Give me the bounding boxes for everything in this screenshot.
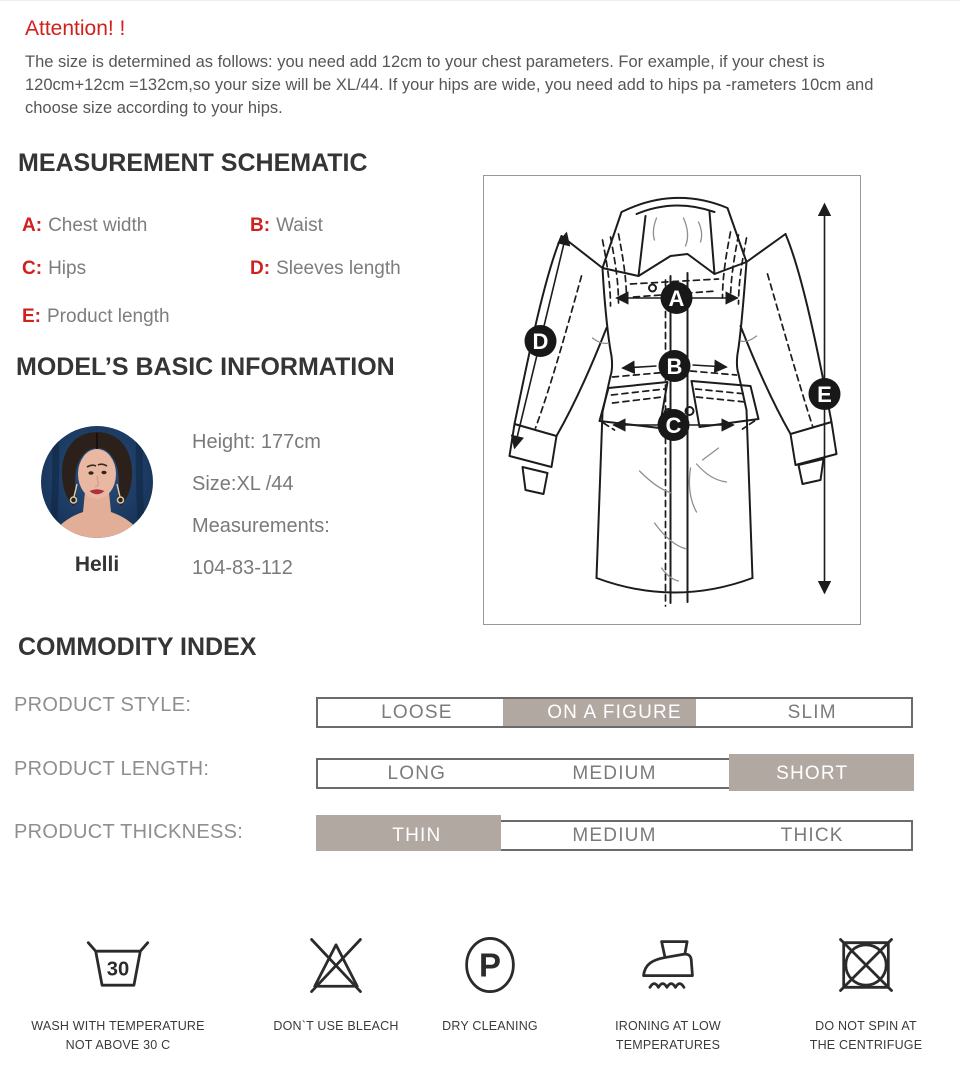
care-item-no-spin (756, 929, 960, 1056)
option-long: LONG (387, 762, 447, 784)
model-size: Size:XL /44 (192, 473, 294, 495)
attention-title: Attention! ! (25, 17, 126, 40)
option-on-a-figure: ON A FIGURE (547, 701, 682, 723)
care-item-wash (8, 929, 228, 1056)
product-style-scale (316, 697, 913, 728)
model-height: Height: 177cm (192, 431, 321, 453)
model-info-list (192, 431, 330, 599)
legend-text-c: Hips (48, 258, 87, 279)
model-avatar (41, 426, 153, 538)
commodity-index-heading: COMMODITY INDEX (18, 633, 257, 661)
product-style-label: PRODUCT STYLE: (14, 694, 192, 716)
marker-badge-d (525, 325, 557, 357)
svg-text:30: 30 (106, 958, 130, 981)
product-thickness-label: PRODUCT THICKNESS: (14, 821, 244, 843)
legend-waist (250, 215, 323, 237)
svg-text:P: P (479, 946, 501, 984)
legend-text-d: Sleeves length (276, 258, 401, 279)
legend-key-e: E: (22, 306, 41, 327)
measurement-schematic-heading: MEASUREMENT SCHEMATIC (18, 149, 368, 177)
legend-sleeves-length (250, 258, 401, 280)
coat-schematic-svg (484, 176, 860, 624)
coat-measurement-diagram (483, 175, 861, 625)
iron-low-icon (558, 929, 778, 1001)
model-measurements-value: 104-83-112 (192, 557, 293, 579)
option-medium-thickness: MEDIUM (572, 824, 657, 846)
attention-body-text: The size is determined as follows: you need add 12cm to your chest parameters. For example, if your chest is 120cm+12cm =132cm,so your size will be XL/44. If your hips are wide, you need add to hips pa -rameters 10cm and choose size according to your hips. (25, 53, 874, 118)
option-thick: THICK (780, 824, 844, 846)
legend-key-d: D: (250, 258, 271, 279)
option-medium-length: MEDIUM (572, 762, 657, 784)
care-label-no-bleach: DON`T USE BLEACH (273, 1019, 399, 1033)
legend-hips (22, 258, 86, 280)
option-short: SHORT (776, 762, 849, 784)
care-label-no-spin: DO NOT SPIN AT THE CENTRIFUGE (809, 1019, 923, 1053)
legend-chest-width (22, 215, 147, 237)
legend-key-a: A: (22, 215, 43, 236)
legend-key-c: C: (22, 258, 43, 279)
product-length-scale (316, 758, 913, 789)
option-loose: LOOSE (381, 701, 453, 723)
svg-text:B: B (666, 354, 683, 379)
legend-product-length (22, 306, 170, 328)
option-slim: SLIM (787, 701, 837, 723)
model-info-heading: MODEL’S BASIC INFORMATION (16, 353, 395, 381)
model-measurements-label: Measurements: (192, 515, 330, 537)
no-spin-icon (756, 929, 960, 1001)
svg-text:A: A (668, 286, 685, 311)
wash-30-icon (8, 929, 228, 1001)
legend-text-a: Chest width (48, 215, 148, 236)
product-length-label: PRODUCT LENGTH: (14, 758, 210, 780)
legend-text-e: Product length (47, 306, 170, 327)
marker-badge-c (658, 409, 690, 441)
marker-badge-a (661, 282, 693, 314)
marker-badge-b (659, 350, 691, 382)
option-thin: THIN (392, 824, 442, 846)
product-thickness-scale (316, 820, 913, 851)
model-portrait-svg (41, 426, 153, 538)
svg-text:E: E (817, 382, 832, 407)
care-label-dry-cleaning: DRY CLEANING (442, 1019, 538, 1033)
care-label-wash: WASH WITH TEMPERATURE NOT ABOVE 30 C (31, 1019, 205, 1053)
svg-text:D: D (532, 329, 549, 354)
legend-text-b: Waist (276, 215, 323, 236)
care-item-iron-low (558, 929, 778, 1056)
model-name: Helli (74, 553, 120, 576)
legend-key-b: B: (250, 215, 271, 236)
marker-badge-e (809, 378, 841, 410)
svg-text:C: C (665, 413, 682, 438)
care-label-iron-low: IRONING AT LOW TEMPERATURES (615, 1019, 721, 1053)
